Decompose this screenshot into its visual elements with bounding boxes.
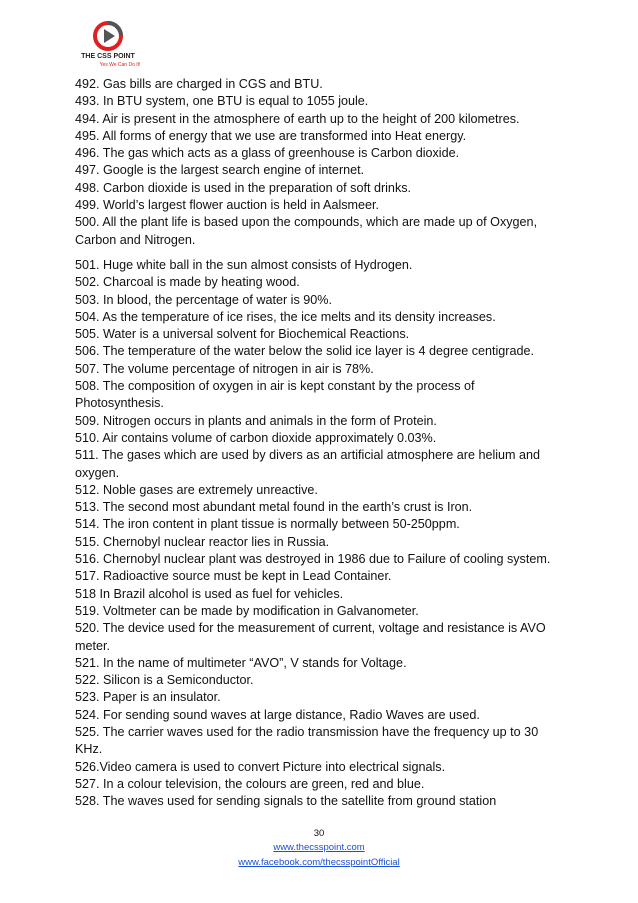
paragraph-gap [75, 249, 565, 257]
fact-line: 501. Huge white ball in the sun almost consists of Hydrogen. [75, 257, 413, 272]
fact-line: 496. The gas which acts as a glass of greenhouse is Carbon dioxide. [75, 146, 460, 161]
fact-line: 516. Chernobyl nuclear plant was destroyed in 1986 due to Failure of cooling system. [75, 552, 551, 567]
fact-line: 519. Voltmeter can be made by modification in Galvanometer. [75, 603, 419, 618]
facts-block-1 [75, 76, 565, 249]
logo-text: THE CSS POINT [81, 53, 135, 60]
fact-line: 503. In blood, the percentage of water is 90%. [75, 292, 332, 307]
fact-line: 512. Noble gases are extremely unreactive. [75, 482, 318, 497]
fact-line: 492. Gas bills are charged in CGS and BTU. [75, 77, 323, 91]
fact-line: 523. Paper is an insulator. [75, 690, 221, 705]
fact-line: 506. The temperature of the water below the solid ice layer is 4 degree centigrade. [75, 344, 535, 359]
fact-line: 525. The carrier waves used for the radio transmission have the frequency up to 30 KHz. [75, 724, 539, 757]
facts-block-2 [75, 257, 565, 811]
facebook-link[interactable]: www.facebook.com/thecsspointOfficial [238, 857, 400, 868]
page-number: 30 [313, 828, 325, 839]
fact-line: 498. Carbon dioxide is used in the preparation of soft drinks. [75, 180, 412, 195]
fact-line: 513. The second most abundant metal found in the earth’s crust is Iron. [75, 500, 473, 515]
fact-line: 505. Water is a universal solvent for Biochemical Reactions. [75, 327, 410, 342]
fact-line: 528. The waves used for sending signals to the satellite from ground station [75, 794, 497, 809]
fact-line: 522. Silicon is a Semiconductor. [75, 673, 254, 688]
fact-line: 504. As the temperature of ice rises, the ice melts and its density increases. [75, 309, 496, 324]
fact-line: 526.Video camera is used to convert Picture into electrical signals. [75, 759, 446, 774]
fact-line: 499. World’s largest flower auction is held in Aalsmeer. [75, 198, 380, 213]
fact-line: 508. The composition of oxygen in air is kept constant by the process of Photosynthesis. [75, 379, 475, 411]
fact-line: 520. The device used for the measurement of current, voltage and resistance is AVO meter. [75, 621, 546, 653]
fact-line: 527. In a colour television, the colours are green, red and blue. [75, 776, 425, 791]
fact-line: 518 In Brazil alcohol is used as fuel for vehicles. [75, 586, 344, 601]
fact-line: 515. Chernobyl nuclear reactor lies in Russia. [75, 534, 330, 549]
fact-line: 493. In BTU system, one BTU is equal to 1055 joule. [75, 94, 369, 109]
website-link[interactable]: www.thecsspoint.com [273, 842, 365, 853]
fact-line: 500. All the plant life is based upon the compounds, which are made up of Oxygen, Carbon and Nitrogen. [75, 215, 538, 247]
fact-line: 495. All forms of energy that we use are transformed into Heat energy. [75, 128, 467, 143]
logo-emblem-icon [68, 20, 148, 68]
fact-line: 502. Charcoal is made by heating wood. [75, 275, 300, 290]
fact-line: 497. Google is the largest search engine of internet. [75, 163, 365, 178]
logo-tagline: Yes We Can Do It! [99, 62, 141, 68]
fact-line: 517. Radioactive source must be kept in Lead Container. [75, 569, 392, 584]
fact-line: 511. The gases which are used by divers as an artificial atmosphere are helium and oxygen. [75, 448, 541, 480]
fact-line: 494. Air is present in the atmosphere of earth up to the height of 200 kilometres. [75, 111, 520, 126]
fact-line: 509. Nitrogen occurs in plants and animals in the form of Protein. [75, 413, 437, 428]
document-body [75, 76, 565, 810]
fact-line: 521. In the name of multimeter “AVO”, V stands for Voltage. [75, 655, 407, 670]
fact-line: 507. The volume percentage of nitrogen in air is 78%. [75, 361, 374, 376]
fact-line: 524. For sending sound waves at large distance, Radio Waves are used. [75, 707, 480, 722]
fact-line: 514. The iron content in plant tissue is normally between 50-250ppm. [75, 517, 460, 532]
the-css-point-logo [68, 20, 148, 68]
fact-line: 510. Air contains volume of carbon dioxide approximately 0.03%. [75, 430, 437, 445]
